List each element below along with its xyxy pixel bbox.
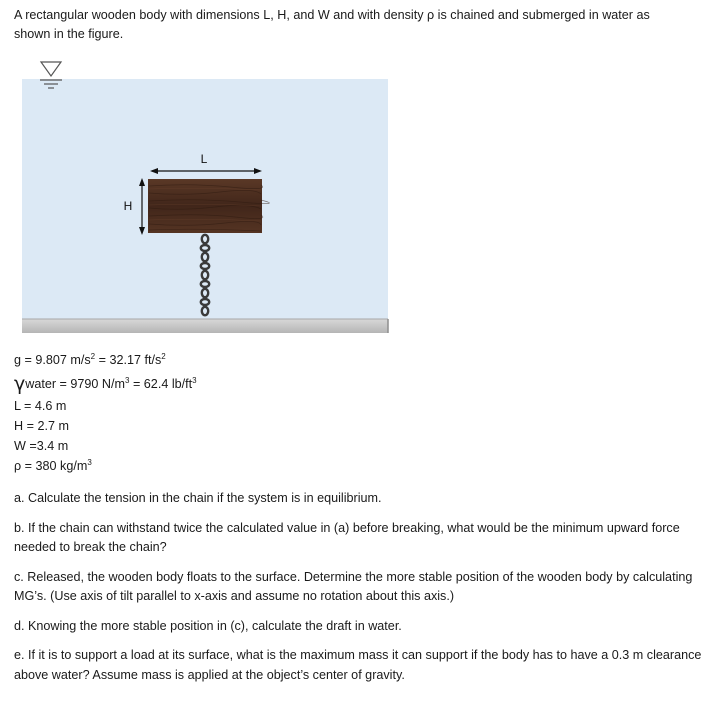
given-values [14, 350, 197, 476]
seabed [22, 319, 388, 333]
length-label: L [200, 152, 208, 166]
question-d: d. Knowing the more stable position in (c), calculate the draft in water. [14, 618, 402, 633]
problem-figure [0, 55, 400, 340]
given-gravity: g = 9.807 $m/s^2 = 32.17$ $ft/s^2$ [14, 352, 166, 367]
wooden-body [148, 179, 269, 233]
question-a: a. Calculate the tension in the chain if the system is in equilibrium. [14, 491, 382, 505]
question-list [14, 489, 714, 695]
given-specific-weight: γwater = 9790 $N/m^3 = 62.4$ $lb/ft^3$ [14, 373, 197, 395]
given-width: W =3.4 m [14, 439, 69, 453]
given-height: H = 2.7 m [14, 419, 69, 433]
question-b: b. If the chain can withstand twice the calculated value in (a) before breaking, what would be the minimum upward force needed to break the chain? [14, 520, 680, 554]
problem-intro: A rectangular wooden body with dimensions L, H, and W and with density ρ is chained and submerged in water as shown in the figure. [14, 8, 650, 41]
height-label: H [123, 199, 133, 213]
question-c: c. Released, the wooden body floats to the surface. Determine the more stable position of the wooden body by calculating MG’s. (Use axis of tilt parallel to x-axis and assume no rotation about this axis.) [14, 569, 693, 603]
question-e: e. If it is to support a load at its surface, what is the maximum mass it can support if the body has to have a 0.3 m clearance above water? Assume mass is applied at the object’s center of gravity. [14, 648, 702, 682]
given-length: L = 4.6 m [14, 399, 67, 413]
given-density: ρ = 380 $kg/m^3$ [14, 458, 92, 473]
